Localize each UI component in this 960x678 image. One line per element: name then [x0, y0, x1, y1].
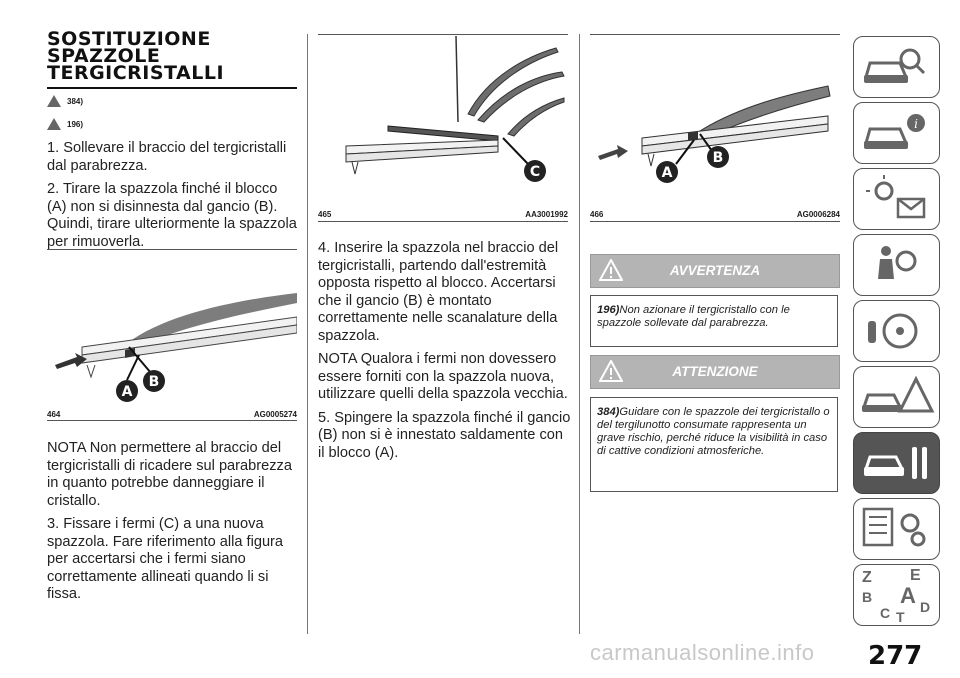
- step-4: 4. Inserire la spazzola nel braccio del tergicristalli, partendo dall'estremità opposta rispetto al blocco. Accertarsi che il gancio (B) è montato correttamente nelle scanalature della spazzola.: [318, 240, 559, 344]
- steps-column-2: [318, 240, 573, 468]
- figure-label-c: C: [529, 164, 541, 180]
- specs-list-icon: [854, 499, 938, 559]
- car-info-icon: [854, 103, 938, 163]
- figure-bottom-rule: [590, 221, 840, 222]
- watermark: carmanualsonline.info: [590, 640, 815, 665]
- note-2: NOTA Qualora i fermi non dovessero essere forniti con la spazzola nuova, utilizzare quelli della spazzola vecchia.: [318, 351, 568, 402]
- column-divider: [307, 34, 308, 634]
- figure-466-illustration: [590, 36, 840, 204]
- figure-code: AG0006284: [796, 210, 840, 219]
- sidebar-tab-driving[interactable]: [853, 300, 940, 362]
- car-maintenance-icon: [854, 433, 938, 493]
- figure-bottom-rule: [47, 420, 297, 421]
- page-title: SOSTITUZIONE SPAZZOLE TERGICRISTALLI: [47, 28, 225, 84]
- figure-code: AG0005274: [253, 410, 297, 419]
- figure-464-caption: [47, 410, 297, 419]
- figure-bottom-rule: [318, 221, 568, 222]
- note-1: NOTA Non permettere al braccio del tergicristalli di ricadere sul parabrezza in quanto potrebbe danneggiare il cristallo.: [47, 440, 292, 509]
- warning-triangle-icon: [47, 118, 61, 130]
- warning-triangle-icon: [599, 259, 623, 281]
- figure-top-rule: [47, 249, 297, 250]
- figure-number: 466: [590, 210, 604, 219]
- attention-box: [590, 397, 838, 492]
- car-breakdown-icon: [854, 367, 938, 427]
- sidebar-tab-car-search[interactable]: [853, 36, 940, 98]
- sidebar-tab-emergency[interactable]: [853, 366, 940, 428]
- step-2: 2. Tirare la spazzola finché il blocco (A) non si disinnesta dal gancio (B). Quindi, tirare ulteriormente la spazzola per rimuoverla.: [47, 181, 297, 250]
- figure-466-caption: [590, 210, 840, 219]
- reference-label: 196): [67, 119, 84, 129]
- warning-header: [590, 254, 840, 288]
- step-3: 3. Fissare i fermi (C) a una nuova spazzola. Fare riferimento alla figura per accertarsi che i fermi siano correttamente allineati quando li si fissa.: [47, 516, 284, 602]
- warning-ref: 196): [597, 304, 620, 316]
- title-divider: [47, 87, 297, 89]
- steering-key-icon: [854, 301, 938, 361]
- step-1: 1. Sollevare il braccio del tergicristalli dal parabrezza.: [47, 140, 287, 174]
- sidebar-tab-safety[interactable]: [853, 234, 940, 296]
- figure-465-caption: [318, 210, 568, 219]
- sidebar-tab-warning-lights[interactable]: [853, 168, 940, 230]
- sidebar-tab-maintenance[interactable]: [853, 432, 940, 494]
- attention-title: ATTENZIONE: [672, 364, 758, 379]
- sidebar-tab-index[interactable]: [853, 564, 940, 626]
- svg-text:i: i: [914, 117, 918, 131]
- steps-intro: [47, 140, 299, 257]
- warning-title: AVVERTENZA: [669, 263, 761, 278]
- attention-header: [590, 355, 840, 389]
- steps-continued: [47, 440, 299, 610]
- figure-label-b: B: [148, 374, 160, 390]
- figure-number: 464: [47, 410, 61, 419]
- attention-ref: 384): [597, 406, 620, 418]
- index-letters-icon: Z E B A C D T: [862, 567, 931, 625]
- warning-triangle-icon: [47, 95, 61, 107]
- sidebar-tab-car-info[interactable]: [853, 102, 940, 164]
- figure-code: AA3001992: [525, 210, 568, 219]
- reference-196[interactable]: [47, 118, 83, 130]
- reference-384[interactable]: [47, 95, 83, 107]
- warning-lights-icon: [854, 169, 938, 229]
- figure-label-a: A: [121, 384, 133, 400]
- airbag-safety-icon: [854, 235, 938, 295]
- car-search-icon: [854, 37, 938, 97]
- warning-box: [590, 295, 838, 347]
- column-divider: [579, 34, 580, 634]
- attention-text: Guidare con le spazzole dei tergicristallo o del tergilunotto consumate rappresenta un grave rischio, perché riduce la visibilità in caso di cattive condizioni atmosferiche.: [597, 406, 830, 457]
- figure-465-illustration: [318, 36, 568, 204]
- figure-label-a: A: [661, 165, 673, 181]
- warning-text: Non azionare il tergicristallo con le spazzole sollevate dal parabrezza.: [597, 304, 790, 329]
- figure-top-rule: [318, 34, 568, 35]
- step-5: 5. Spingere la spazzola finché il gancio (B) non si è innestato saldamente con il blocco (A).: [318, 409, 571, 461]
- page-number: 277: [868, 641, 923, 671]
- figure-number: 465: [318, 210, 332, 219]
- reference-label: 384): [67, 96, 84, 106]
- sidebar-tab-specs[interactable]: [853, 498, 940, 560]
- figure-top-rule: [590, 34, 840, 35]
- warning-triangle-icon: [599, 360, 623, 382]
- figure-464-illustration: [47, 255, 297, 410]
- figure-label-b: B: [712, 150, 724, 166]
